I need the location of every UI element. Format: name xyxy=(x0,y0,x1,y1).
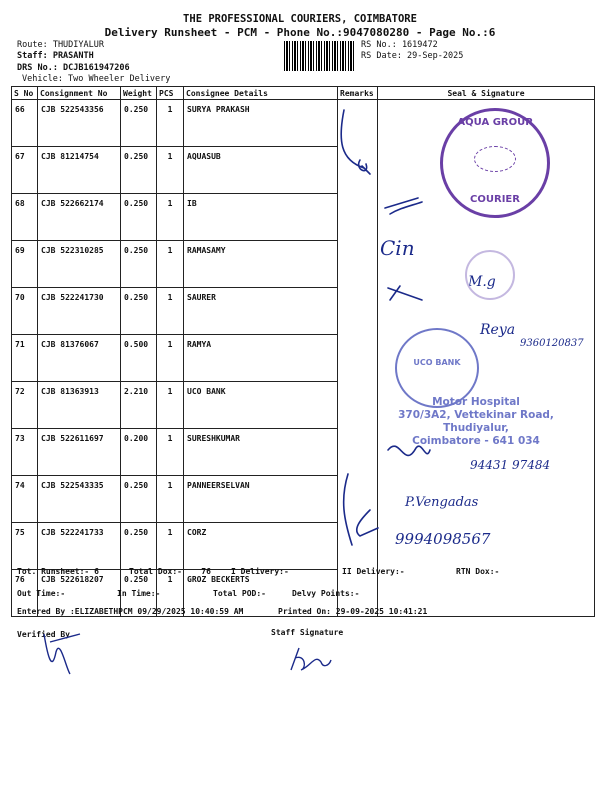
cell-consignee: RAMYA xyxy=(184,335,338,382)
cell-sno: 71 xyxy=(12,335,38,382)
i-delivery: I Delivery:- xyxy=(231,567,289,576)
rs-date: RS Date: 29-Sep-2025 xyxy=(361,51,464,61)
tot-runsheet: Tot. Runsheet:- 6 xyxy=(17,567,99,576)
handwriting-cin: Cin xyxy=(380,236,415,260)
cell-consignment: CJB 522241733 xyxy=(38,523,121,570)
col-header-sno: S No xyxy=(12,87,38,100)
staff-signature-scribble xyxy=(285,640,335,676)
entered-by: Entered By :ELIZABETHPCM 09/29/2025 10:40:59 AM xyxy=(17,607,244,616)
route-label: Route: THUDIYALUR xyxy=(17,40,104,50)
cell-pcs: 1 xyxy=(157,147,184,194)
cell-weight: 0.250 xyxy=(121,288,157,335)
hospital-line-1: Motor Hospital xyxy=(432,396,520,408)
col-header-consignee: Consignee Details xyxy=(184,87,338,100)
cell-weight: 0.250 xyxy=(121,194,157,241)
remark-curve-66 xyxy=(341,110,364,168)
cell-pcs: 1 xyxy=(157,570,184,617)
remark-curve-75 xyxy=(344,474,352,545)
cell-sno: 70 xyxy=(12,288,38,335)
hospital-line-2: 370/3A2, Vettekinar Road, xyxy=(398,409,554,421)
handwriting-reya: Reya xyxy=(480,322,516,338)
remark-arrow-76 xyxy=(357,510,378,536)
cell-weight: 0.200 xyxy=(121,429,157,476)
signature-mark-68 xyxy=(385,198,422,214)
cell-sno: 67 xyxy=(12,147,38,194)
cell-consignment: CJB 522543356 xyxy=(38,100,121,147)
cell-weight: 0.500 xyxy=(121,335,157,382)
cell-pcs: 1 xyxy=(157,335,184,382)
total-pod: Total POD:- xyxy=(213,589,266,598)
cell-sno: 66 xyxy=(12,100,38,147)
printed-on: Printed On: 29-09-2025 10:41:21 xyxy=(278,607,428,616)
cell-pcs: 1 xyxy=(157,476,184,523)
aqua-group-stamp xyxy=(440,108,550,218)
cell-consignment: CJB 522618207 xyxy=(38,570,121,617)
cell-consignee: UCO BANK xyxy=(184,382,338,429)
handwriting-phone2: 9994098567 xyxy=(395,530,491,548)
cell-consignee: IB xyxy=(184,194,338,241)
cell-consignee: PANNEERSELVAN xyxy=(184,476,338,523)
col-header-pcs: PCS xyxy=(157,87,184,100)
stamp-top-text: AQUA GROUP xyxy=(457,117,533,128)
barcode xyxy=(284,41,356,71)
cell-consignment: CJB 522611697 xyxy=(38,429,121,476)
uco-stamp-text: UCO BANK xyxy=(413,358,461,367)
in-time: In Time:- xyxy=(117,589,161,598)
cell-consignee: SAURER xyxy=(184,288,338,335)
cell-weight: 0.250 xyxy=(121,241,157,288)
hospital-line-4: Coimbatore - 641 034 xyxy=(412,435,540,447)
hospital-stamp xyxy=(376,396,576,448)
signature-mark-70 xyxy=(388,286,422,300)
cell-sno: 72 xyxy=(12,382,38,429)
handwriting-vengadas: P.Vengadas xyxy=(405,495,479,510)
cell-consignment: CJB 81363913 xyxy=(38,382,121,429)
cell-weight: 2.210 xyxy=(121,382,157,429)
cell-consignment: CJB 81376067 xyxy=(38,335,121,382)
handwriting-phone1: 94431 97484 xyxy=(470,458,551,472)
cell-pcs: 1 xyxy=(157,382,184,429)
verified-by-label: Verified By xyxy=(17,630,70,639)
staff-signature-label: Staff Signature xyxy=(271,628,344,637)
cell-consignee: SURYA PRAKASH xyxy=(184,100,338,147)
cell-pcs: 1 xyxy=(157,429,184,476)
ii-delivery: II Delivery:- xyxy=(342,567,405,576)
verified-signature-scribble xyxy=(30,628,100,678)
cell-consignment: CJB 522241730 xyxy=(38,288,121,335)
cell-weight: 0.250 xyxy=(121,476,157,523)
runsheet-subtitle: Delivery Runsheet - PCM - Phone No.:9047080280 - Page No.:6 xyxy=(104,26,496,39)
cell-sno: 69 xyxy=(12,241,38,288)
cell-sno: 73 xyxy=(12,429,38,476)
cell-sno: 75 xyxy=(12,523,38,570)
cell-weight: 0.250 xyxy=(121,100,157,147)
cell-consignment: CJB 522310285 xyxy=(38,241,121,288)
staff-label: Staff: PRASANTH xyxy=(17,51,94,61)
out-time: Out Time:- xyxy=(17,589,66,598)
cell-consignee: RAMASAMY xyxy=(184,241,338,288)
cell-sno: 74 xyxy=(12,476,38,523)
company-title: THE PROFESSIONAL COURIERS, COIMBATORE xyxy=(183,13,417,25)
stamp-bottom-text: COURIER xyxy=(470,194,520,205)
col-header-consignment: Consignment No xyxy=(38,87,121,100)
cell-consignment: CJB 522662174 xyxy=(38,194,121,241)
rtn-dox: RTN Dox:- xyxy=(456,567,500,576)
cell-pcs: 1 xyxy=(157,194,184,241)
cell-pcs: 1 xyxy=(157,288,184,335)
hospital-line-3: Thudiyalur, xyxy=(443,422,509,434)
col-header-weight: Weight xyxy=(121,87,157,100)
handwriting-mg: M.g xyxy=(468,274,496,290)
vehicle-label: Vehicle: Two Wheeler Delivery xyxy=(22,74,171,84)
cell-weight: 0.250 xyxy=(121,523,157,570)
cell-consignee: CORZ xyxy=(184,523,338,570)
drs-number: DRS No.: DCJB161947206 xyxy=(17,63,130,73)
cell-consignee: AQUASUB xyxy=(184,147,338,194)
rs-number: RS No.: 1619472 xyxy=(361,40,438,50)
cell-consignment: CJB 522543335 xyxy=(38,476,121,523)
cell-consignee: GROZ BECKERTS xyxy=(184,570,338,617)
col-header-remarks: Remarks xyxy=(338,87,378,100)
total-dox: Total Dox:- 76 xyxy=(129,567,211,576)
cell-sno: 68 xyxy=(12,194,38,241)
cell-pcs: 1 xyxy=(157,241,184,288)
cell-pcs: 1 xyxy=(157,100,184,147)
round-stamp-70 xyxy=(465,250,515,300)
cell-weight: 0.250 xyxy=(121,570,157,617)
cell-weight: 0.250 xyxy=(121,147,157,194)
cell-consignment: CJB 81214754 xyxy=(38,147,121,194)
col-header-seal: Seal & Signature xyxy=(378,87,595,100)
delvy-points: Delvy Points:- xyxy=(292,589,360,598)
cell-sno: 76 xyxy=(12,570,38,617)
cell-consignee: SURESHKUMAR xyxy=(184,429,338,476)
handwriting-reya-number: 9360120837 xyxy=(520,338,584,349)
cell-pcs: 1 xyxy=(157,523,184,570)
